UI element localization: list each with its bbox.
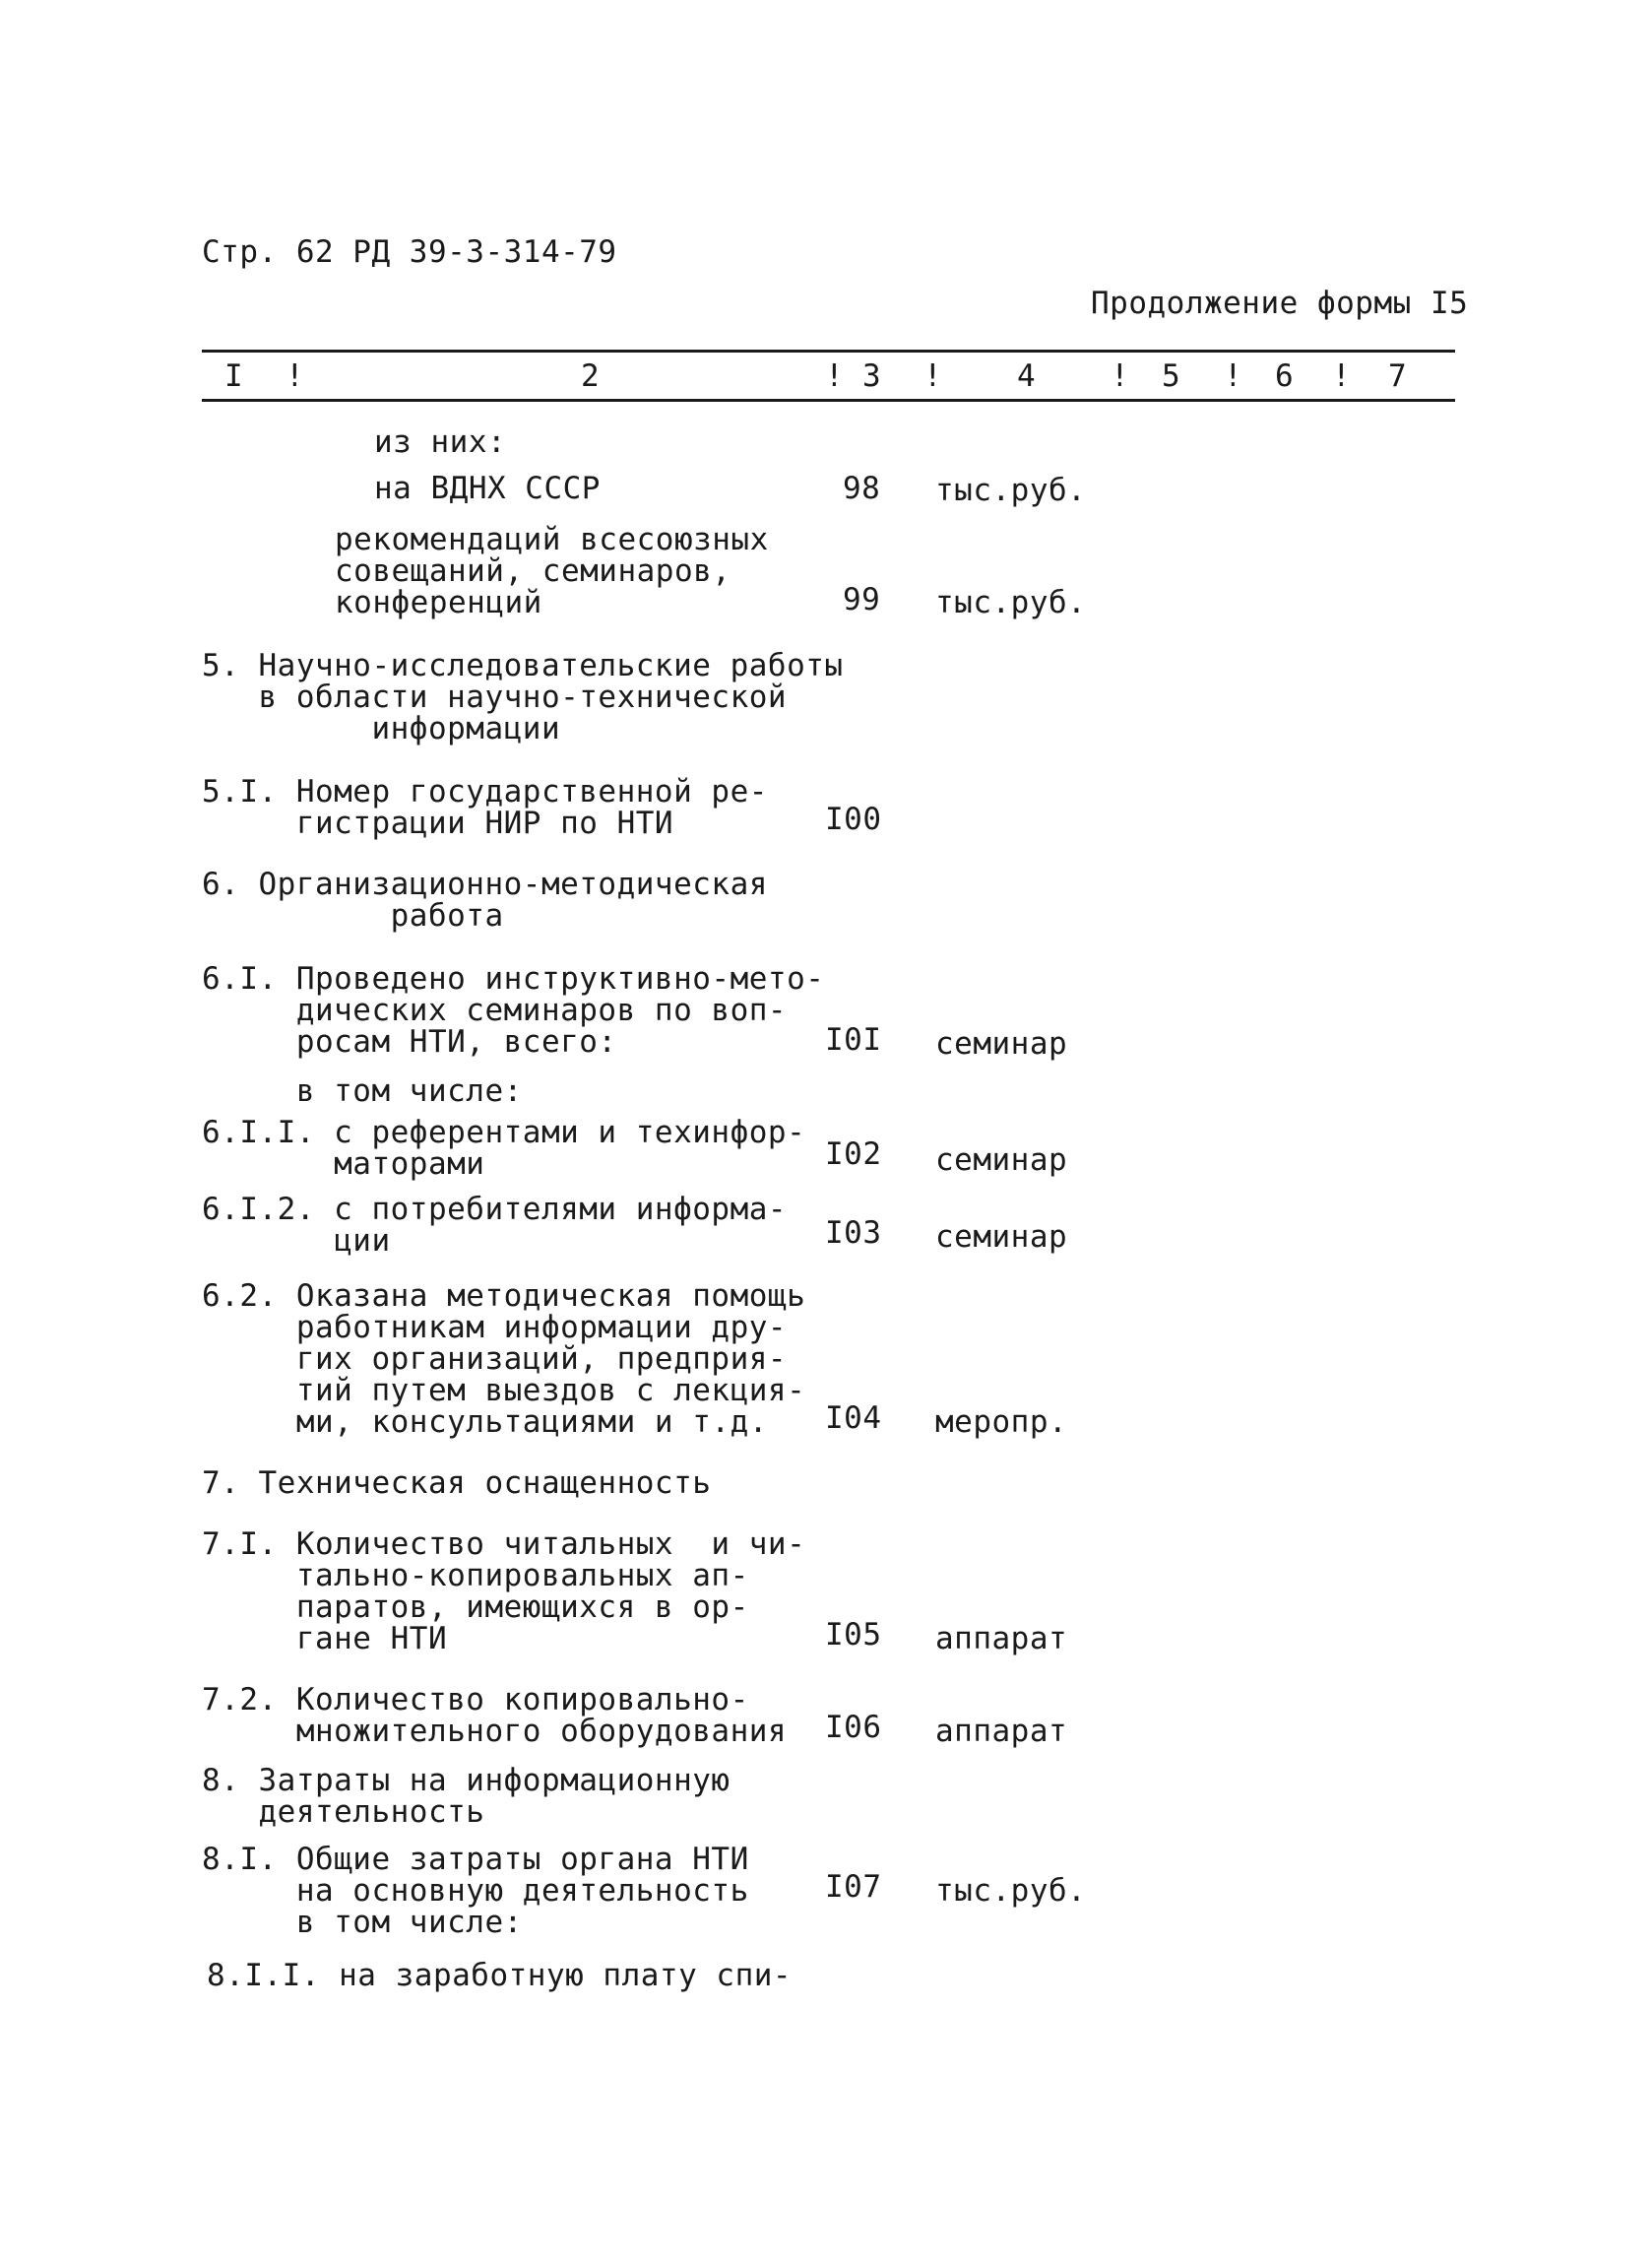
column-separator: ! xyxy=(286,358,305,394)
row-text: гистрации НИР по НТИ xyxy=(202,806,674,841)
row-code: I02 xyxy=(825,1136,882,1172)
column-number: 4 xyxy=(1017,358,1037,394)
row-text: работникам информации дру- xyxy=(202,1310,788,1345)
row-text: гане НТИ xyxy=(202,1621,448,1656)
row-text: 7.2. Количество копировально- xyxy=(202,1682,749,1717)
section-heading: в области научно-технической xyxy=(202,680,788,715)
row-code: I04 xyxy=(825,1400,882,1436)
row-text: 6.I. Проведено инструктивно-мето- xyxy=(202,961,825,997)
section-heading: 8. Затраты на информационную xyxy=(202,1763,731,1798)
section-heading: информации xyxy=(202,711,561,746)
column-number: 6 xyxy=(1275,358,1295,394)
row-code: I07 xyxy=(825,1869,882,1905)
row-code: I06 xyxy=(825,1710,882,1745)
section-heading: деятельность xyxy=(202,1794,485,1830)
row-unit: семинар xyxy=(935,1219,1068,1255)
row-unit: аппарат xyxy=(935,1714,1068,1749)
row-unit: аппарат xyxy=(935,1621,1068,1656)
column-separator: ! xyxy=(1332,358,1352,394)
row-unit: тыс.руб. xyxy=(935,1873,1087,1909)
row-text: гих организаций, предприя- xyxy=(202,1341,788,1377)
row-code: I00 xyxy=(825,802,882,837)
header-top-rule xyxy=(202,350,1455,353)
row-unit: тыс.руб. xyxy=(935,473,1087,508)
section-heading: 6. Организационно-методическая xyxy=(202,867,768,902)
column-number: I xyxy=(224,358,244,394)
row-text: маторами xyxy=(202,1146,485,1182)
row-text: рекомендаций всесоюзных xyxy=(335,522,769,557)
column-number: 7 xyxy=(1388,358,1408,394)
column-separator: ! xyxy=(923,358,943,394)
row-code: 98 xyxy=(843,471,881,506)
row-text: 6.I.2. с потребителями информа- xyxy=(202,1192,788,1227)
header-bottom-rule xyxy=(202,399,1455,402)
row-unit: тыс.руб. xyxy=(935,585,1087,620)
row-code: I0I xyxy=(825,1022,882,1058)
row-text: ции xyxy=(202,1223,391,1259)
row-text: тий путем выездов с лекция- xyxy=(202,1373,806,1408)
row-text: множительного оборудования xyxy=(202,1714,788,1749)
row-text: 7.I. Количество читальных и чи- xyxy=(202,1526,806,1562)
column-number: 5 xyxy=(1162,358,1181,394)
row-text: в том числе: xyxy=(202,1073,523,1109)
row-text: ми, консультациями и т.д. xyxy=(202,1404,768,1440)
row-text: конференций xyxy=(335,585,542,620)
section-heading: 7. Техническая оснащенность xyxy=(202,1465,712,1501)
row-text: совещаний, семинаров, xyxy=(335,553,731,589)
column-number: 3 xyxy=(862,358,882,394)
column-number: 2 xyxy=(581,358,601,394)
row-text: на основную деятельность xyxy=(202,1873,749,1909)
row-text: в том числе: xyxy=(202,1905,523,1940)
form-continuation-label: Продолжение формы I5 xyxy=(1091,286,1469,321)
row-text: 8.I. Общие затраты органа НТИ xyxy=(202,1842,749,1877)
row-text: из них: xyxy=(374,424,507,460)
row-text: на ВДНХ СССР xyxy=(374,471,601,506)
row-unit: семинар xyxy=(935,1026,1068,1062)
row-text: 5.I. Номер государственной ре- xyxy=(202,774,768,810)
row-text: 6.2. Оказана методическая помощь xyxy=(202,1278,806,1314)
page-reference: Стр. 62 РД 39-3-314-79 xyxy=(202,234,617,270)
column-separator: ! xyxy=(1111,358,1130,394)
column-separator: ! xyxy=(1224,358,1243,394)
row-text: паратов, имеющихся в ор- xyxy=(202,1589,749,1625)
row-code: I05 xyxy=(825,1617,882,1652)
section-heading: работа xyxy=(202,898,504,934)
row-unit: меропр. xyxy=(935,1404,1068,1440)
row-text: росам НТИ, всего: xyxy=(202,1024,617,1060)
column-separator: ! xyxy=(825,358,845,394)
row-unit: семинар xyxy=(935,1142,1068,1178)
section-heading: 5. Научно-исследовательские работы xyxy=(202,648,844,683)
row-code: I03 xyxy=(825,1215,882,1251)
row-code: 99 xyxy=(843,582,881,617)
row-text: 6.I.I. с референтами и техинфор- xyxy=(202,1115,806,1150)
row-text: 8.I.I. на заработную плату спи- xyxy=(207,1958,793,1993)
row-text: тально-копировальных ап- xyxy=(202,1558,749,1593)
row-text: дических семинаров по воп- xyxy=(202,993,788,1028)
